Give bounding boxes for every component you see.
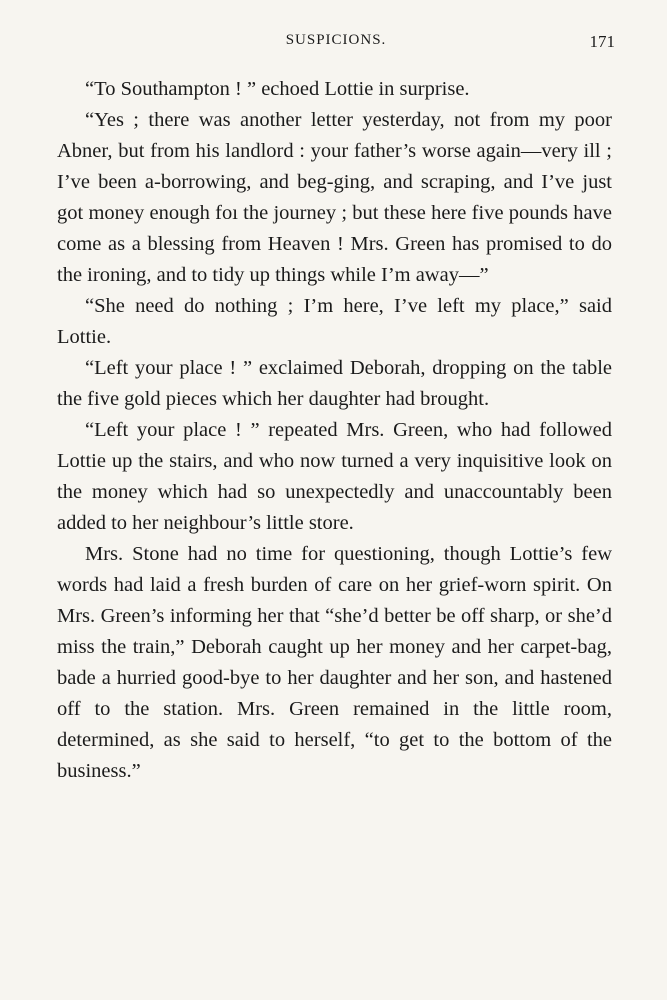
body-text [57,74,612,787]
paragraph-3: “She need do nothing ; I’m here, I’ve left my place,” said Lottie. [57,295,612,348]
paragraph-5: “Left your place ! ” repeated Mrs. Green, who had followed Lottie up the stairs, and who now turned a very inquisitive look on the money which had so unexpectedly and unaccountably been added to her neighbour’s little store. [57,419,612,534]
paragraph-2: “Yes ; there was another letter yesterday, not from my poor Abner, but from his landlord : your father’s worse again—very ill ; I’ve been a-borrowing, and beg-ging, and scraping, and I’ve just got money enough foı the journey ; but these here five pounds have come as a blessing from Heaven ! Mrs. Green has promised to do the ironing, and to tidy up things while I’m away—” [57,109,612,286]
paragraph-4: “Left your place ! ” exclaimed Deborah, dropping on the table the five gold pieces which her daughter had brought. [57,357,612,410]
running-head: SUSPICIONS. [285,32,387,48]
page-number: 171 [589,32,615,51]
page-header [57,32,615,54]
paragraph-1: “To Southampton ! ” echoed Lottie in surprise. [85,78,470,100]
paragraph-6: Mrs. Stone had no time for questioning, though Lottie’s few words had laid a fresh burden of care on her grief-worn spirit. On Mrs. Green’s informing her that “she’d better be off sharp, or she’d miss the train,” Deborah caught up her money and her carpet-bag, bade a hurried good-bye to her daughter and her son, and hastened off to the station. Mrs. Green remained in the little room, determined, as she said to herself, “to get to the bottom of the business.” [57,543,612,782]
